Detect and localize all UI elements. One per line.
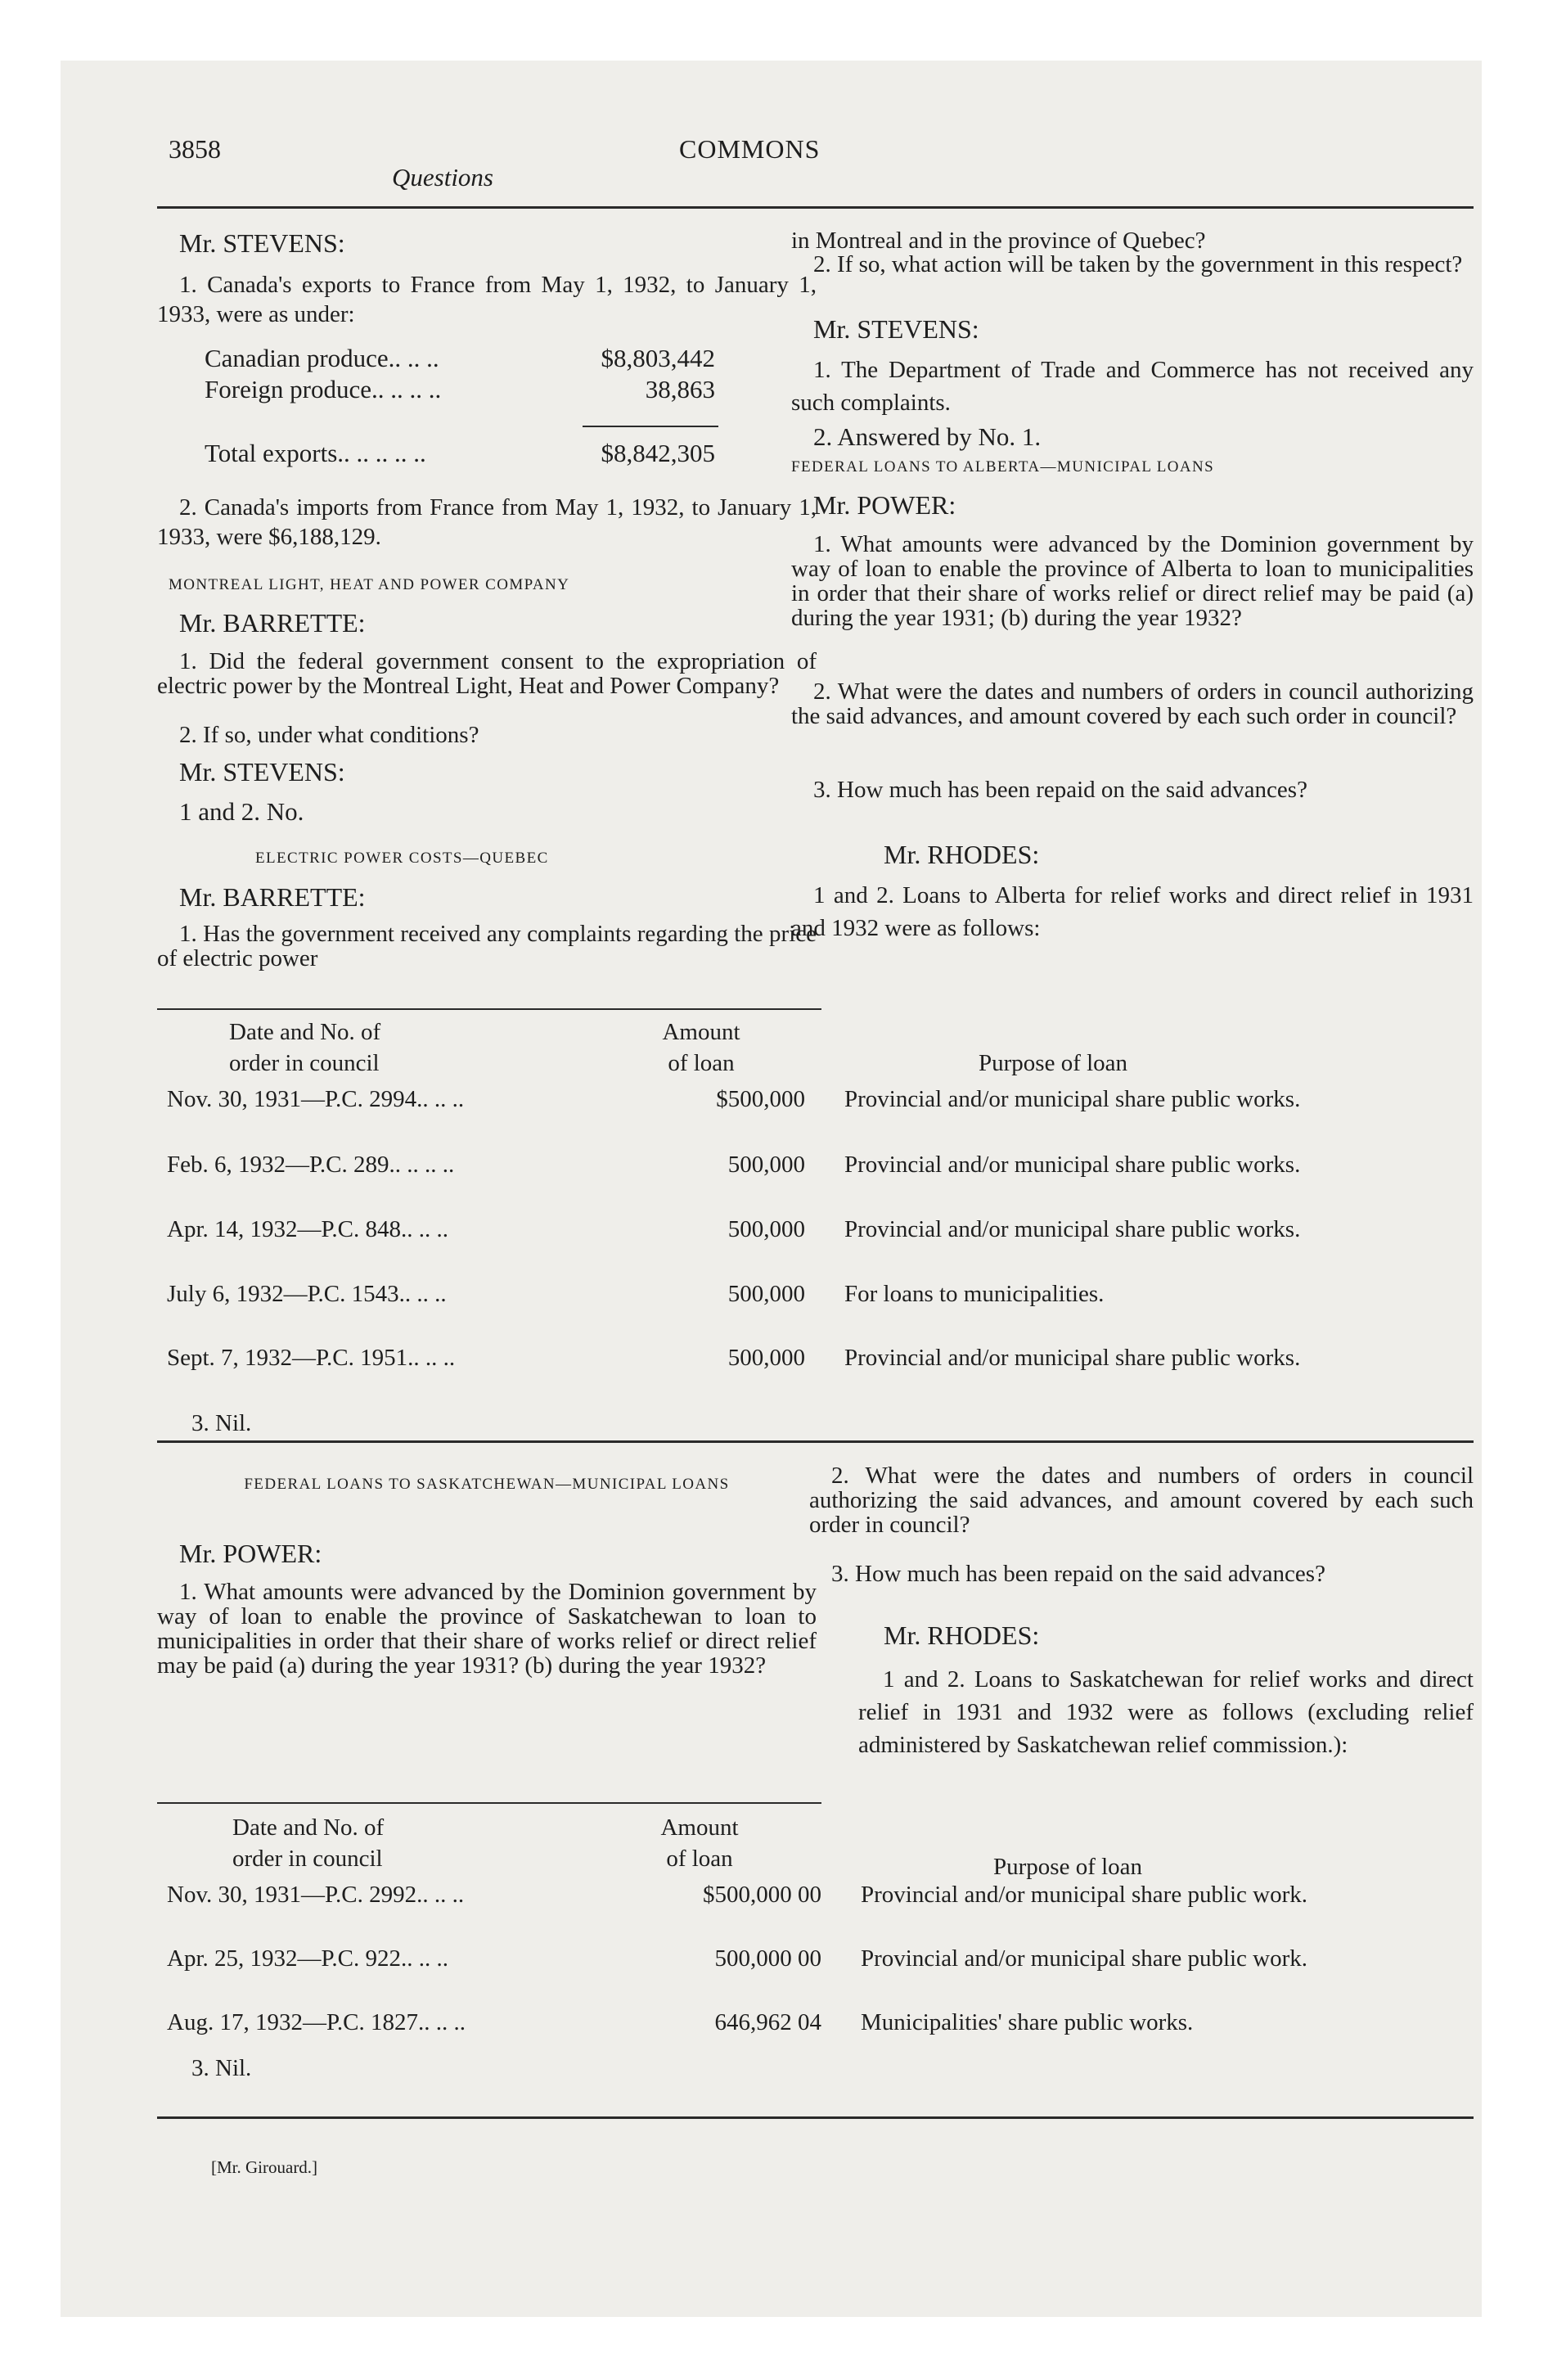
table-cell-date: Sept. 7, 1932—P.C. 1951.. .. ..: [167, 1345, 456, 1371]
question-paragraph: 2. If so, under what conditions?: [179, 722, 479, 748]
table-footnote: 3. Nil.: [191, 2055, 252, 2081]
page-number: 3858: [169, 134, 221, 164]
export-value: $8,803,442: [601, 344, 715, 372]
heading-electric-power: ELECTRIC POWER COSTS—QUEBEC: [255, 850, 549, 867]
speaker-attribution: [Mr. Girouard.]: [211, 2157, 318, 2177]
column-header: of loan: [666, 1846, 733, 1872]
table-cell-date: Aug. 17, 1932—P.C. 1827.. .. ..: [167, 2009, 466, 2035]
answer-paragraph: 1 and 2. Loans to Alberta for relief works and direct relief in 1931 and 1932 were as follows:: [791, 882, 1474, 941]
table-cell-amount: 646,962 04: [714, 2009, 821, 2035]
exports-paragraph: 1. Canada's exports to France from May 1, 1932, to January 1, 1933, were as under:: [157, 272, 817, 327]
table-cell-date: Nov. 30, 1931—P.C. 2992.. .. ..: [167, 1882, 465, 1908]
table-cell-purpose: Provincial and/or municipal share public works.: [844, 1216, 1301, 1242]
page-scan: [61, 61, 1482, 2317]
heading-saskatchewan-loans: FEDERAL LOANS TO SASKATCHEWAN—MUNICIPAL LOANS: [244, 1476, 730, 1493]
speaker-power: Mr. POWER:: [813, 490, 956, 520]
question-paragraph: 1. What amounts were advanced by the Dominion government by way of loan to enable the province of Saskatchewan to loan to municipalities in order that their share of works relief or direct relief may be paid (a) during the year 1931? (b) during the year 1932?: [157, 1579, 817, 1679]
speaker-power: Mr. POWER:: [179, 1539, 322, 1568]
speaker-stevens: Mr. STEVENS:: [813, 314, 979, 344]
column-header: Date and No. of: [229, 1019, 381, 1045]
question-paragraph: 1. Did the federal government consent to the expropriation of electric power by the Montreal Light, Heat and Power Company?: [157, 648, 817, 699]
sum-rule: [583, 426, 718, 427]
export-label: Canadian produce.. .. ..: [205, 344, 439, 372]
table-cell-date: Apr. 25, 1932—P.C. 922.. .. ..: [167, 1945, 449, 1972]
column-header: Purpose of loan: [979, 1050, 1128, 1076]
table-cell-purpose: Municipalities' share public works.: [861, 2009, 1194, 2035]
table-cell-purpose: Provincial and/or municipal share public work.: [861, 1945, 1308, 1972]
heading-montreal-light: MONTREAL LIGHT, HEAT AND POWER COMPANY: [169, 576, 570, 593]
table-cell-amount: 500,000: [727, 1281, 805, 1307]
column-header: order in council: [229, 1050, 380, 1076]
question-paragraph: 1. What amounts were advanced by the Dominion government by way of loan to enable the province of Alberta to loan to municipalities in order that their share of works relief or direct relief may be paid (a) during the year 1931; (b) during the year 1932?: [791, 531, 1474, 631]
speaker-rhodes: Mr. RHODES:: [884, 840, 1040, 869]
speaker-stevens: Mr. STEVENS:: [179, 757, 345, 787]
table-cell-amount: 500,000: [727, 1152, 805, 1178]
table-cell-purpose: For loans to municipalities.: [844, 1281, 1105, 1307]
header-rule: [157, 206, 1474, 209]
question-paragraph: 1. Has the government received any complaints regarding the price of electric power: [157, 921, 817, 971]
table-cell-amount: 500,000 00: [714, 1945, 821, 1972]
column-header: Purpose of loan: [993, 1854, 1143, 1880]
table-cell-purpose: Provincial and/or municipal share public works.: [844, 1345, 1301, 1371]
imports-paragraph: 2. Canada's imports from France from May 1, 1932, to January 1, 1933, were $6,188,129.: [157, 494, 817, 550]
column-header: Amount: [662, 1019, 740, 1045]
table-cell-date: Feb. 6, 1932—P.C. 289.. .. .. ..: [167, 1152, 455, 1178]
table-top-rule: [157, 1008, 821, 1010]
speaker-barrette: Mr. BARRETTE:: [179, 608, 366, 638]
running-title: COMMONS: [679, 134, 821, 164]
column-header: Date and No. of: [232, 1814, 385, 1841]
table-cell-purpose: Provincial and/or municipal share public work.: [861, 1882, 1308, 1908]
question-paragraph: 2. If so, what action will be taken by the government in this respect?: [813, 251, 1463, 277]
export-value: 38,863: [645, 375, 715, 403]
table-footnote: 3. Nil.: [191, 1410, 252, 1436]
section-rule: [157, 1440, 1474, 1443]
column-header: Amount: [660, 1814, 739, 1841]
table-cell-date: July 6, 1932—P.C. 1543.. .. ..: [167, 1281, 447, 1307]
section-title: Questions: [392, 163, 493, 192]
total-value: $8,842,305: [601, 439, 715, 467]
speaker-rhodes: Mr. RHODES:: [884, 1620, 1040, 1650]
column-header: order in council: [232, 1846, 383, 1872]
table-cell-purpose: Provincial and/or municipal share public works.: [844, 1086, 1301, 1112]
question-paragraph: 3. How much has been repaid on the said advances?: [831, 1561, 1325, 1587]
table-cell-amount: $500,000 00: [703, 1882, 821, 1908]
question-paragraph: 2. What were the dates and numbers of orders in council authorizing the said advances, and amount covered by each such order in council?: [809, 1463, 1474, 1538]
table-cell-date: Apr. 14, 1932—P.C. 848.. .. ..: [167, 1216, 449, 1242]
column-header: of loan: [668, 1050, 735, 1076]
footer-rule: [157, 2116, 1474, 2119]
table-cell-amount: 500,000: [727, 1345, 805, 1371]
answer-paragraph: 1 and 2. No.: [179, 797, 304, 826]
speaker-barrette: Mr. BARRETTE:: [179, 882, 366, 912]
speaker-stevens: Mr. STEVENS:: [179, 228, 345, 258]
question-paragraph: 2. What were the dates and numbers of orders in council authorizing the said advances, and amount covered by each such order in council?: [791, 678, 1474, 729]
question-paragraph: 3. How much has been repaid on the said advances?: [813, 777, 1307, 803]
heading-alberta-loans: FEDERAL LOANS TO ALBERTA—MUNICIPAL LOANS: [791, 458, 1215, 476]
table-cell-amount: 500,000: [727, 1216, 805, 1242]
export-label: Foreign produce.. .. .. ..: [205, 375, 442, 403]
table-cell-amount: $500,000: [716, 1086, 805, 1112]
answer-paragraph: 1. The Department of Trade and Commerce has not received any such complaints.: [791, 357, 1474, 416]
total-label: Total exports.. .. .. .. ..: [205, 439, 426, 467]
answer-paragraph: 2. Answered by No. 1.: [813, 422, 1042, 451]
table-top-rule: [157, 1802, 821, 1804]
answer-paragraph: 1 and 2. Loans to Saskatchewan for relief works and direct relief in 1931 and 1932 were as follows (excluding relief administered by Saskatchewan relief commission.):: [858, 1666, 1474, 1758]
table-cell-purpose: Provincial and/or municipal share public works.: [844, 1152, 1301, 1178]
question-paragraph: in Montreal and in the province of Quebec?: [791, 228, 1206, 254]
table-cell-date: Nov. 30, 1931—P.C. 2994.. .. ..: [167, 1086, 465, 1112]
